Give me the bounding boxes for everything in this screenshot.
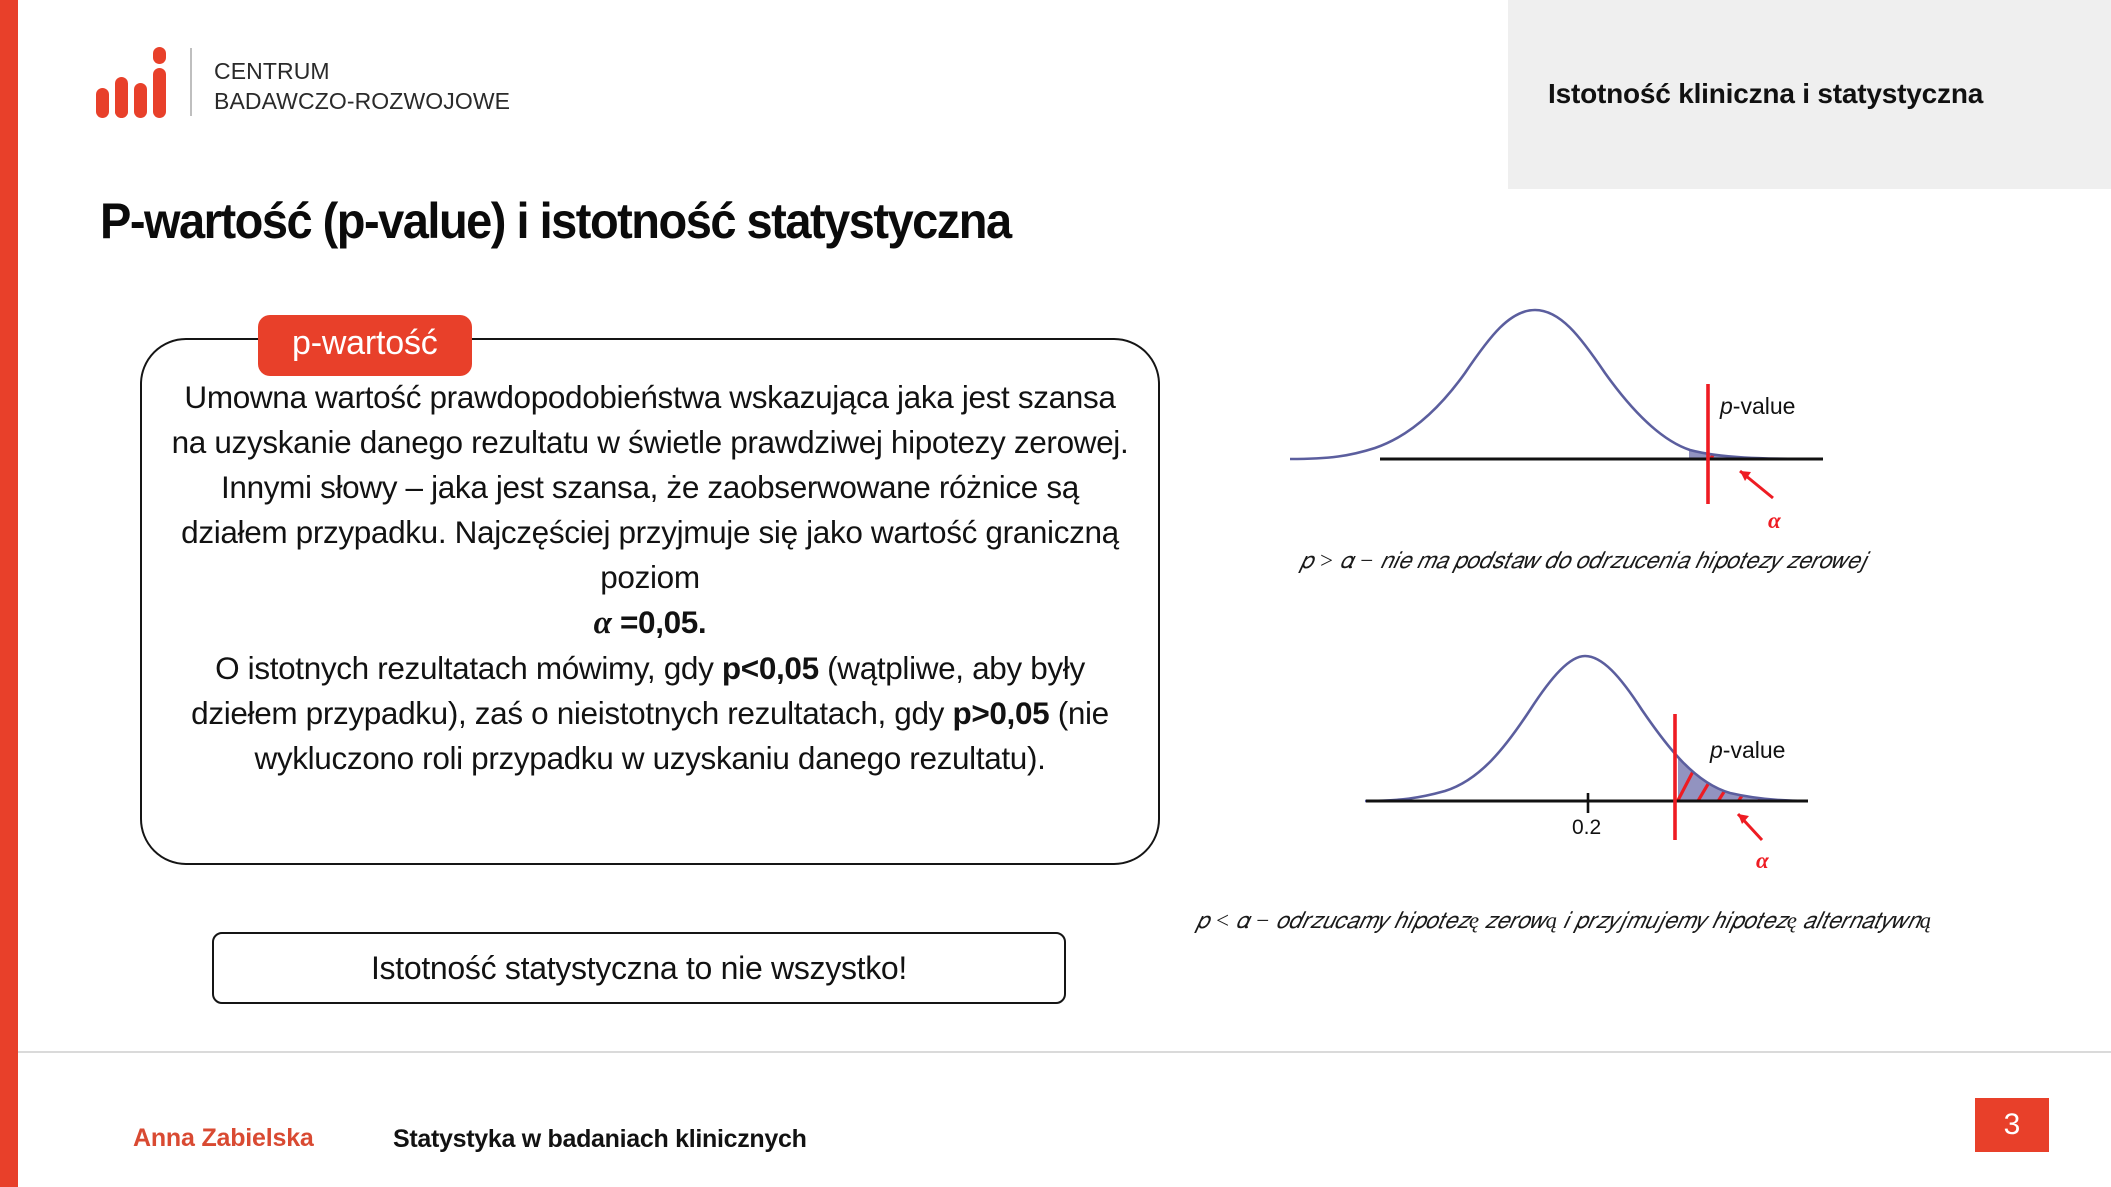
chart-1-alpha-arrow xyxy=(1740,471,1773,498)
chart-p-less-alpha xyxy=(1290,618,1850,868)
definition-text xyxy=(170,375,1130,781)
chart-2-alpha-label: α xyxy=(1756,848,1769,868)
definition-paragraph-2a: O istotnych rezultatach mówimy, gdy xyxy=(215,650,722,686)
definition-paragraph-1: Umowna wartość prawdopodobieństwa wskazująca jaka jest szansa na uzyskanie danego rezultatu w świetle prawdziwej hipotezy zerowej. Innymi słowy – jaka jest szansa, że zaobserwowane różnice są działem przypadku. Najczęściej przyjmuje się jako wartość graniczną poziom xyxy=(171,379,1129,595)
logo-bars-icon xyxy=(96,46,168,118)
logo-text xyxy=(214,56,510,118)
left-accent-bar xyxy=(0,0,18,1187)
callout-text: Istotność statystyczna to nie wszystko! xyxy=(370,949,908,986)
p-greater-than-threshold: p>0,05 xyxy=(952,695,1050,731)
definition-paragraph-2b: (wątpliwe, aby były dziełem przypadku), zaś o nieistotnych rezultatach, gdy xyxy=(191,650,1085,731)
page-title: P-wartość (p-value) i istotność statystyczna xyxy=(100,193,1011,249)
chart-2-pvalue-label: p-value xyxy=(1710,737,1786,763)
chart-2-caption: 𝑝 < 𝛼 − 𝑜𝑑𝑟𝑧𝑢𝑐𝑎𝑚𝑦 ℎ𝑖𝑝𝑜𝑡𝑒𝑧ę 𝑧𝑒𝑟𝑜𝑤ą 𝑖 𝑝𝑟𝑧𝑦𝑗𝑚𝑢𝑗𝑒𝑚𝑦 ℎ𝑖𝑝𝑜𝑡𝑒𝑧ę 𝑎𝑙𝑡𝑒𝑟𝑛𝑎𝑡𝑦𝑤𝑛ą xyxy=(1196,908,1932,933)
chart-1-caption: 𝑝 > 𝛼 − 𝑛𝑖𝑒 𝑚𝑎 𝑝𝑜𝑑𝑠𝑡𝑎𝑤 𝑑𝑜 𝑜𝑑𝑟𝑧𝑢𝑐𝑒𝑛𝑖𝑎 ℎ𝑖𝑝𝑜𝑡𝑒𝑧𝑦 𝑧𝑒𝑟𝑜𝑤𝑒𝑗 xyxy=(1300,548,1867,573)
chart-1-bell-curve xyxy=(1290,310,1823,459)
definition-badge: p-wartość xyxy=(258,315,472,376)
chart-1-pvalue-label: p-value xyxy=(1720,393,1796,419)
chart-2-tick-label: 0.2 xyxy=(1572,816,1602,839)
logo-line-1: CENTRUM xyxy=(214,58,330,84)
footer-divider xyxy=(18,1051,2111,1053)
page-number-badge: 3 xyxy=(1975,1098,2049,1152)
chart-1-alpha-label: α xyxy=(1768,508,1781,533)
logo-divider xyxy=(190,48,192,116)
callout-box xyxy=(212,932,1066,1004)
chart-2-pvalue-region xyxy=(1678,618,1808,801)
chart-1-svg xyxy=(1290,288,1850,538)
chart-2-svg xyxy=(1290,618,1850,868)
footer-author: Anna Zabielska xyxy=(133,1124,314,1152)
alpha-value: =0,05. xyxy=(611,604,707,640)
chart-p-greater-alpha xyxy=(1290,288,1850,538)
definition-paragraph-2c: (nie wykluczono roli przypadku w uzyskaniu danego rezultatu). xyxy=(254,695,1109,776)
p-less-than-threshold: p<0,05 xyxy=(721,650,819,686)
chart-2-bell-curve xyxy=(1365,656,1808,801)
section-title: Istotność kliniczna i statystyczna xyxy=(1548,78,1984,109)
alpha-symbol: α xyxy=(593,605,612,641)
footer-subject: Statystyka w badaniach klinicznych xyxy=(393,1125,807,1153)
chart-2-alpha-arrow xyxy=(1738,814,1762,840)
brand-logo xyxy=(96,46,510,118)
logo-line-2: BADAWCZO-ROZWOJOWE xyxy=(214,88,511,114)
